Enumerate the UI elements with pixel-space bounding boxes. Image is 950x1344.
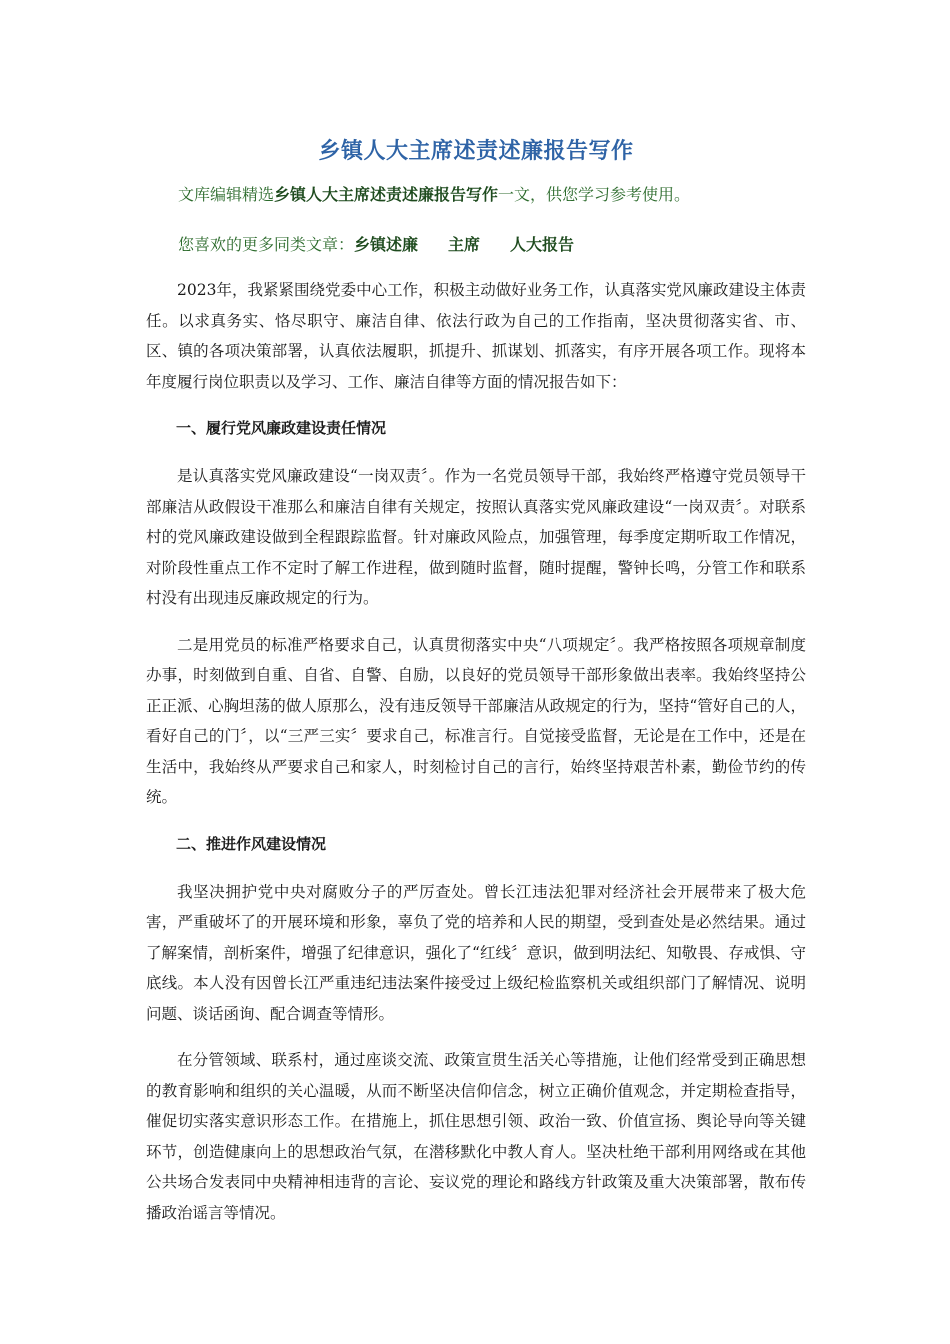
related-tag-link[interactable]: 人大报告 [510,235,575,254]
paragraph: 我坚决拥护党中央对腐败分子的严厉查处。曾长江违法犯罪对经济社会开展带来了极大危害，严重破坏了的开展环境和形象，辜负了党的培养和人民的期望，受到查处是必然结果。通过了解案情，剖析案件，增强了纪律意识，强化了“红线〞意识，做到明法纪、知敬畏、存戒惧、守底线。本人没有因曾长江严重违纪违法案件接受过上级纪检监察机关或组织部门了解情况、说明问题、谈话函询、配合调查等情形。 [146,882,806,1023]
paragraph: 在分管领域、联系村，通过座谈交流、政策宣贯生活关心等措施，让他们经常受到正确思想的教育影响和组织的关心温暖，从而不断坚决信仰信念，树立正确价值观念，并定期检查指导，催促切实落实意识形态工作。在措施上，抓住思想引领、政治一致、价值宣扬、舆论导向等关键环节，创造健康向上的思想政治气氛，在潜移默化中教人育人。坚决杜绝干部利用网络或在其他公共场合发表同中央精神相违背的言论、妄议党的理论和路线方针政策及重大决策部署，散布传播政治谣言等情况。 [146,1051,806,1222]
paragraph: 二是用党员的标准严格要求自己，认真贯彻落实中央“八项规定〞。我严格按照各项规章制度办事，时刻做到自重、自省、自警、自励，以良好的党员领导干部形象做出表率。我始终坚持公正正派、心胸坦荡的做人原那么，没有违反领导干部廉洁从政规定的行为，坚持“管好自己的人，看好自己的门〞，以“三严三实〞要求自己，标准言行。自觉接受监督，无论是在工作中，还是在生活中，我始终从严要求自己和家人，时刻检讨自己的言行，始终坚持艰苦朴素，勤俭节约的传统。 [146,635,806,806]
related-tag-link[interactable]: 乡镇述廉 [354,235,419,254]
intro-bold-title: 乡镇人大主席述责述廉报告写作 [274,185,499,204]
related-label: 您喜欢的更多同类文章： [178,235,355,254]
intro-prefix: 文库编辑精选 [178,185,275,204]
related-articles [146,229,806,261]
page-title: 乡镇人大主席述责述廉报告写作 [318,139,634,164]
related-tag-link[interactable]: 主席 [448,235,481,254]
section-heading: 二、推进作风建设情况 [176,834,327,853]
document-page [146,128,806,1244]
section-heading: 一、履行党风廉政建设责任情况 [176,419,387,437]
paragraph: 是认真落实党风廉政建设“一岗双责〞。作为一名党员领导干部，我始终严格遵守党员领导干部廉洁从政假设干准那么和廉洁自律有关规定，按照认真落实党风廉政建设“一岗双责〞。对联系村的党风廉政建设做到全程跟踪监督。针对廉政风险点，加强管理，每季度定期听取工作情况，对阶段性重点工作不定时了解工作进程，做到随时监督，随时提醒，警钟长鸣，分管工作和联系村没有出现违反廉政规定的行为。 [146,467,806,607]
intro-suffix: 一文，供您学习参考使用。 [498,185,691,204]
intro-line [146,179,806,211]
paragraph: 2023年，我紧紧围绕党委中心工作，积极主动做好业务工作，认真落实党风廉政建设主体责任。以求真务实、恪尽职守、廉洁自律、依法行政为自己的工作指南，坚决贯彻落实省、市、区、镇的各项决策部署，认真依法履职，抓提升、抓谋划、抓落实，有序开展各项工作。现将本年度履行岗位职责以及学习、工作、廉洁自律等方面的情况报告如下： [146,281,806,391]
